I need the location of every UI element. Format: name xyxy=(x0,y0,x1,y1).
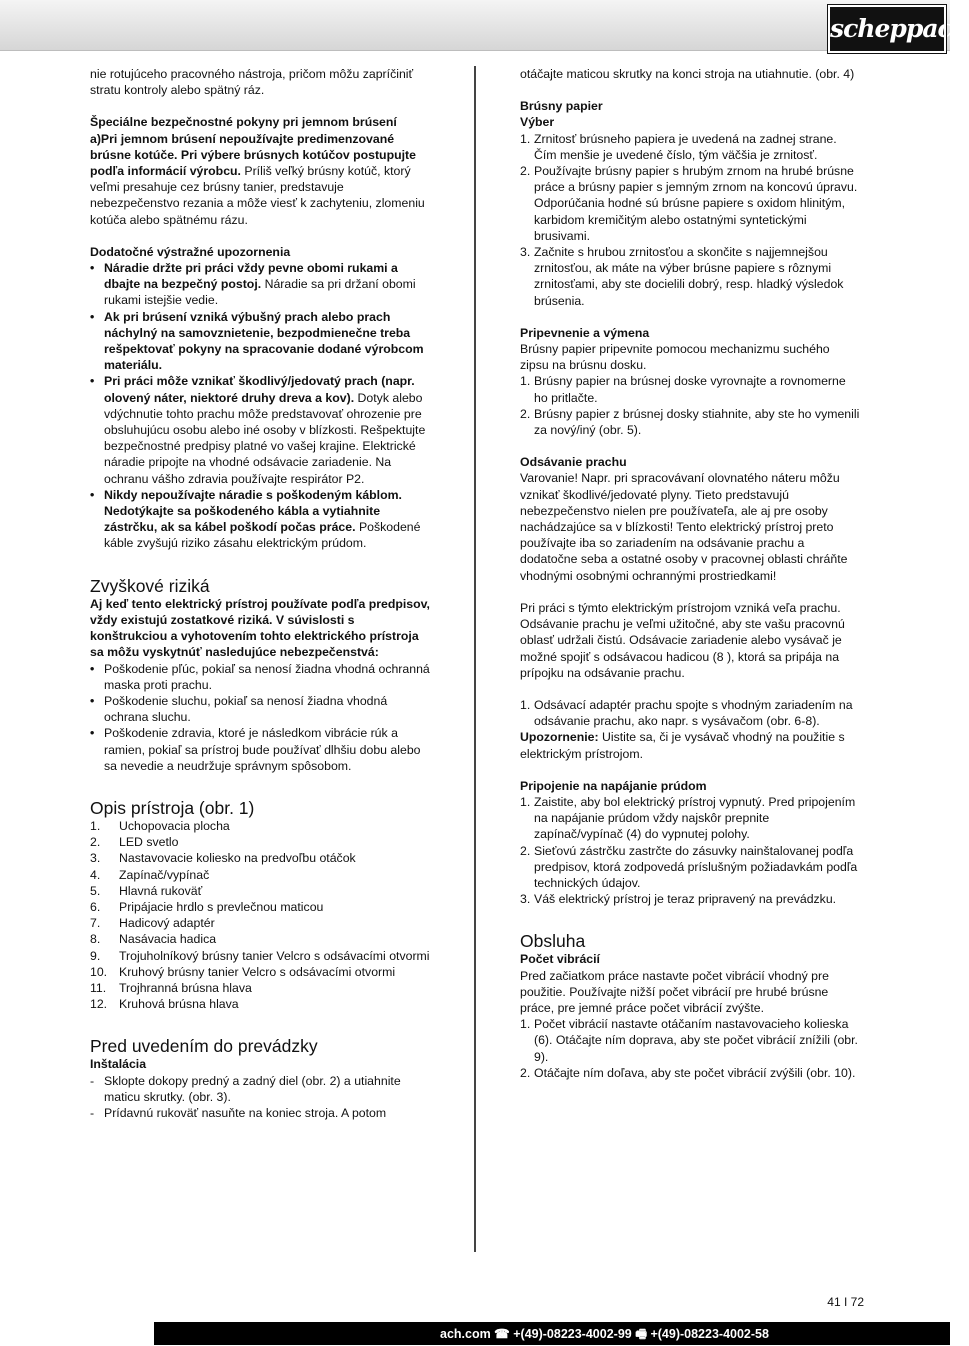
fixing-title: Pripevnenie a výmena xyxy=(520,325,650,340)
list-item: • Poškodenie pľúc, pokiaľ sa nenosí žiadna vhodná ochranná maska proti prachu. xyxy=(90,661,430,693)
footer-bar xyxy=(0,1322,950,1345)
list-item: 1. Odsávací adaptér prachu spojte s vhodným zariadením na odsávanie prachu, ako napr. s vysávačom (obr. 6-8). xyxy=(520,697,853,729)
note-text: Upozornenie: Uistite sa, či je vysávač vhodný na použitie s elektrickým prístrojom. xyxy=(520,730,845,761)
operation-heading: Obsluha xyxy=(520,931,586,952)
list-item: 1. Brúsny papier na brúsnej doske vyrovnajte a rovnomerne ho pritlačte. xyxy=(520,374,846,405)
list-item: 2. Používajte brúsny papier s hrubým zrnom na hrubé brúsne práce a brúsny papier s jemným zrnom na koncovú úpravu. Odporúčania hodné sú brúsne papiere s oxidom hlinitým, karbidom kremičitým alebo ostatnými syntetickými brusivami. xyxy=(520,164,858,243)
list-item: - Prídavnú rukoväť nasuňte na koniec stroja. A potom xyxy=(90,1105,430,1121)
installation-title: Inštalácia xyxy=(90,1057,147,1072)
list-item: 1. Počet vibrácií nastavte otáčaním nastavovacieho kolieska (6). Otáčajte ním doprava, aby ste počet vibrácií znížili (obr. 9). xyxy=(520,1017,858,1064)
list-item: 1. Zrnitosť brúsneho papiera je uvedená na zadnej strane. Čím menšie je uvedené číslo, tým väčšia je zrnitosť. xyxy=(520,131,837,162)
dust-title: Odsávanie prachu xyxy=(520,455,627,470)
list-item: 10. Kruhový brúsny tanier Velcro s odsávacími otvormi xyxy=(90,964,396,979)
list-item: 2. Sieťovú zástrčku zastrčte do zásuvky nainštalovanej podľa predpisov, ktorá zodpovedá príslušným požiadavkám podľa technických údajov. xyxy=(520,843,858,890)
startup-heading: Pred uvedením do prevádzky xyxy=(90,1036,318,1057)
continued-text: otáčajte maticou skrutky na konci stroja na utiahnutie. (obr. 4) xyxy=(520,67,855,81)
fixing-list xyxy=(520,373,860,438)
residual-risks-intro: Aj keď tento elektrický prístroj používate podľa predpisov, vždy existujú zostatkové riziká. V súvislosti s konštrukciou a vyhotovením tohto elektrického prístroja sa môžu vyskytnúť nasledujúce nebezpečenstvá: xyxy=(90,596,430,660)
vibration-text: Pred začiatkom práce nastavte počet vibrácií vhodný pre použitie. Používajte nižší počet vibrácií pre hrubé brúsne práce, pre jemné práce počet vibrácií zvýšte. xyxy=(520,968,829,1015)
power-title: Pripojenie na napájanie prúdom xyxy=(520,778,707,793)
list-item: 12. Kruhová brúsna hlava xyxy=(90,997,239,1012)
power-list xyxy=(520,794,860,907)
list-item: 5. Hlavná rukoväť xyxy=(90,883,203,898)
selection-title: Výber xyxy=(520,115,555,130)
header-bar xyxy=(0,0,969,51)
list-item: - Sklopte dokopy predný a zadný diel (obr. 2) a utiahnite maticu skrutky. (obr. 3). xyxy=(90,1073,430,1105)
warnings-list xyxy=(90,260,430,552)
residual-risks-heading: Zvyškové riziká xyxy=(90,575,210,596)
list-item: • Poškodenie zdravia, ktoré je následkom vibrácie rúk a ramien, pokiaľ sa prístroj bude používať dlhšiu dobu alebo sa nevedie a neudržuje správnym spôsobom. xyxy=(90,725,430,774)
list-item: 11. Trojhranná brúsna hlava xyxy=(90,980,252,995)
fine-sanding-text: a)Pri jemnom brúsení nepoužívajte predimenzované brúsne kotúče. Pri výbere brúsnych kotúčov postupujte podľa informácií výrobcu. Príliš veľký brúsny kotúč, ktorý veľmi presahuje cez brúsny tanier, predstavuje nebezpečenstvo rezania a môže viesť k zachyteniu, zlomeniu kotúča alebo spätnému rázu. xyxy=(90,131,425,227)
list-item: 3. Nastavovacie koliesko na predvoľbu otáčok xyxy=(90,851,356,866)
list-item: • Ak pri brúsení vzniká výbušný prach alebo prach náchylný na samovznietenie, bezpodmienečne treba rešpektovať pokyny na spracovanie dodané výrobcom materiálu. xyxy=(90,309,430,374)
footer-white-block xyxy=(0,1322,154,1345)
brand-logo: scheppach xyxy=(828,5,946,53)
list-item: 2. Otáčajte ním doľava, aby ste počet vibrácií zvýšili (obr. 10). xyxy=(520,1065,856,1080)
description-heading: Opis prístroja (obr. 1) xyxy=(90,797,255,818)
left-column xyxy=(90,66,430,1121)
list-item: 1. Zaistite, aby bol elektrický prístroj vypnutý. Pred pripojením na napájanie prúdom vždy najskôr prepnite zapínač/vypínač (4) do vypnutej polohy. xyxy=(520,794,856,842)
parts-list xyxy=(90,818,430,1012)
footer-contact: ach.com ☎ +(49)-08223-4002-99 🖷 +(49)-08223-4002-58 xyxy=(440,1327,769,1341)
list-item: • Pri práci môže vznikať škodlivý/jedovatý prach (napr. olovený náter, niektoré druhy dreva a kov). Dotyk alebo vdýchnutie tohto prachu môže predstavovať ohrozenie pre obsluhujúcu osobu alebo iné osoby v blízkosti. Rešpektujte bezpečnostné predpisy platné vo vašej krajine. Elektrické náradie pripojte na vhodné odsávacie zariadenie. Na ochranu vášho zdravia používajte respirátor P2. xyxy=(90,373,430,486)
installation-list xyxy=(90,1073,430,1122)
list-item: 2. LED svetlo xyxy=(90,835,179,850)
list-item: 3. Váš elektrický prístroj je teraz pripravený na prevádzku. xyxy=(520,892,837,907)
list-item: 8. Nasávacia hadica xyxy=(90,932,217,947)
list-item: 6. Pripájacie hrdlo s prevlečnou maticou xyxy=(90,899,324,914)
selection-list xyxy=(520,131,860,309)
list-item: 3. Začnite s hrubou zrnitosťou a skončite s najjemnejšou zrnitosťou, ak máte na výber brúsne papiere s rôznymi zrnitosťami, aby ste docielili dobrý, resp. hladký výsledok brúsenia. xyxy=(520,245,844,308)
risks-list xyxy=(90,661,430,774)
fine-sanding-title: Špeciálne bezpečnostné pokyny pri jemnom brúsení xyxy=(90,115,397,130)
right-column xyxy=(520,66,860,1081)
list-item: • Poškodenie sluchu, pokiaľ sa nenosí žiadna vhodná ochrana sluchu. xyxy=(90,693,430,725)
sandpaper-title: Brúsny papier xyxy=(520,99,603,114)
dust-warning: Varovanie! Napr. pri spracovávaní olovnatého náteru môžu vznikať škodlivé/jedovaté plyny. Tieto predstavujú nebezpečenstvo nielen pre používateľa, ale aj pre osoby nachádzajúce sa v blízkosti! Tento elektrický prístroj preto používajte iba so zariadením na odsávanie prachu a dodatočne seba a ostatné osoby v pracovnej oblasti chráňte vhodnými osobnými ochrannými prostriedkami! xyxy=(520,471,848,583)
list-item: • Náradie držte pri práci vždy pevne obomi rukami a dbajte na bezpečný postoj. Náradie sa pri držaní obomi rukami istejšie vedie. xyxy=(90,260,430,309)
warnings-title: Dodatočné výstražné upozornenia xyxy=(90,244,291,259)
list-item: 9. Trojuholníkový brúsny tanier Velcro s odsávacími otvormi xyxy=(90,948,430,963)
vibration-title: Počet vibrácií xyxy=(520,952,600,967)
list-item: 1. Uchopovacia plocha xyxy=(90,818,230,833)
dust-list xyxy=(520,697,860,729)
intro-text: nie rotujúceho pracovného nástroja, pričom môžu zapríčiniť stratu kontroly alebo spätný ráz. xyxy=(90,67,414,98)
fixing-text: Brúsny papier pripevnite pomocou mechanizmu suchého zipsu na brúsnu dosku. xyxy=(520,342,830,373)
list-item: 7. Hadicový adaptér xyxy=(90,916,215,931)
dust-text: Pri práci s týmto elektrickým prístrojom vzniká veľa prachu. Odsávanie prachu je veľmi užitočné, aby ste vašu pracovnú oblasť udržali čistú. Odsávacie zariadenie alebo vysávač je možné spojiť s odsávacou hadicou (8 ), ktorá sa pripája na prípojku na odsávanie prachu. xyxy=(520,600,845,680)
list-item: 4. Zapínač/vypínač xyxy=(90,867,210,882)
list-item: 2. Brúsny papier z brúsnej dosky stiahnite, aby ste ho vymenili za nový/iný (obr. 5). xyxy=(520,406,860,438)
vibration-list xyxy=(520,1016,860,1081)
list-item: • Nikdy nepoužívajte náradie s poškodeným káblom. Nedotýkajte sa poškodeného kábla a vytiahnite zástrčku, ak sa kábel poškodí počas práce. Poškodené káble zvyšujú riziko zásahu elektrickým prúdom. xyxy=(90,487,430,552)
column-divider xyxy=(474,66,476,1252)
page-number: 41 I 72 xyxy=(827,1295,864,1309)
